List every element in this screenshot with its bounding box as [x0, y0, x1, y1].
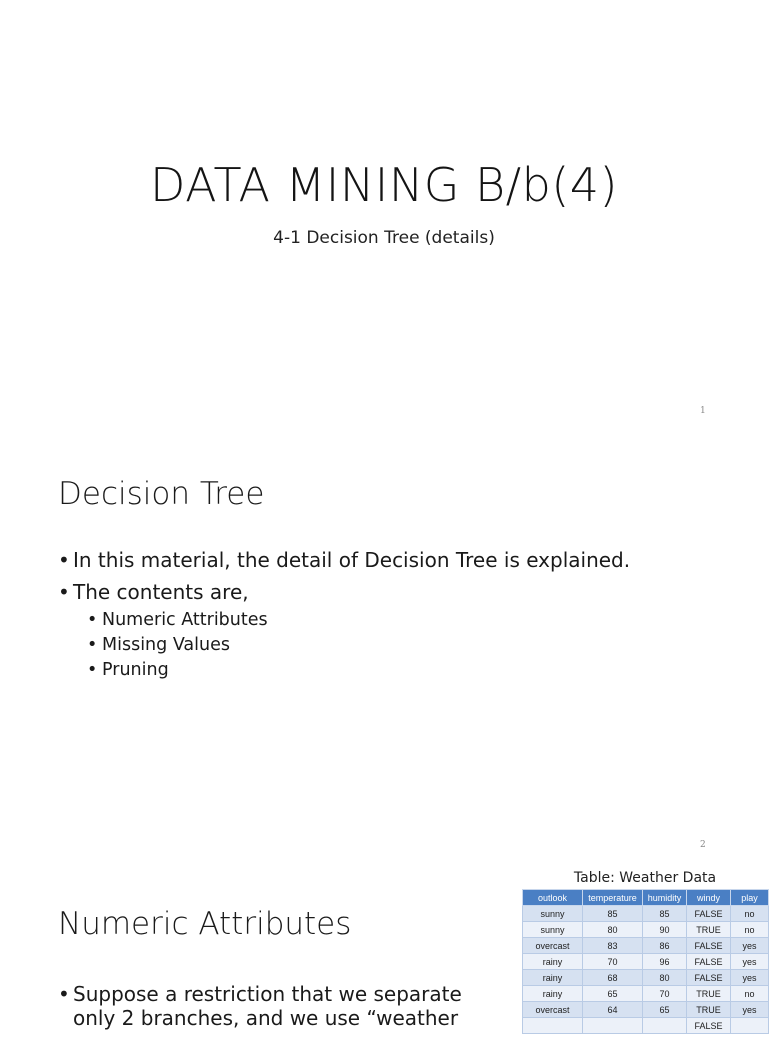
table-cell: FALSE	[687, 1018, 731, 1034]
table-cell: no	[731, 906, 769, 922]
presentation-subtitle: 4-1 Decision Tree (details)	[273, 228, 495, 248]
table-cell: TRUE	[687, 1002, 731, 1018]
table-cell: 70	[583, 954, 643, 970]
table-cell: yes	[731, 938, 769, 954]
bullet-list	[58, 982, 488, 1038]
table-cell: FALSE	[687, 906, 731, 922]
table-cell: rainy	[523, 954, 583, 970]
bullet-item: • Suppose a restriction that we separate only 2 branches, and we use “weather	[58, 982, 488, 1030]
table-cell: 80	[643, 970, 687, 986]
table-row	[523, 986, 769, 1002]
table-cell: overcast	[523, 1002, 583, 1018]
table-row	[523, 922, 769, 938]
table-cell: 90	[643, 922, 687, 938]
table-cell	[583, 1018, 643, 1034]
column-header: temperature	[583, 890, 643, 906]
bullet-text: The contents are,	[73, 580, 249, 604]
table-cell	[523, 1018, 583, 1034]
sub-bullet-item: • Pruning	[87, 658, 630, 683]
table-row	[523, 954, 769, 970]
table-cell: sunny	[523, 922, 583, 938]
table-cell: 65	[583, 986, 643, 1002]
table-cell: yes	[731, 1002, 769, 1018]
weather-data-table	[522, 889, 769, 1034]
table-cell: sunny	[523, 906, 583, 922]
bullet-list	[58, 548, 630, 691]
table-cell: 68	[583, 970, 643, 986]
table-cell: FALSE	[687, 938, 731, 954]
table-cell: rainy	[523, 970, 583, 986]
table-cell: 64	[583, 1002, 643, 1018]
table-cell: 70	[643, 986, 687, 1002]
table-cell	[643, 1018, 687, 1034]
table-cell: 96	[643, 954, 687, 970]
table-cell: 83	[583, 938, 643, 954]
table-caption: Table: Weather Data	[573, 870, 717, 886]
sub-bullet-item: • Missing Values	[87, 633, 630, 658]
title-slide	[0, 0, 768, 432]
table-cell: TRUE	[687, 922, 731, 938]
sub-bullet-item: • Numeric Attributes	[87, 608, 630, 633]
table-row	[523, 970, 769, 986]
table-cell: FALSE	[687, 954, 731, 970]
table-cell: yes	[731, 954, 769, 970]
sub-bullet-list	[87, 608, 630, 683]
table-header-row	[523, 890, 769, 906]
table-cell: 80	[583, 922, 643, 938]
slide-heading: Decision Tree	[58, 476, 265, 512]
presentation-title: DATA MINING B/b(4)	[149, 158, 618, 212]
table-row	[523, 906, 769, 922]
column-header: humidity	[643, 890, 687, 906]
table-cell: TRUE	[687, 986, 731, 1002]
table-row	[523, 1018, 769, 1034]
numeric-attributes-slide	[0, 864, 768, 1031]
table-cell: no	[731, 922, 769, 938]
bullet-item	[58, 580, 630, 683]
table-cell: 86	[643, 938, 687, 954]
table-cell: overcast	[523, 938, 583, 954]
table-cell: yes	[731, 970, 769, 986]
table-row	[523, 938, 769, 954]
decision-tree-slide	[0, 432, 768, 864]
page-number: 1	[700, 406, 706, 416]
table-cell: 85	[583, 906, 643, 922]
table-cell	[731, 1018, 769, 1034]
page-number: 2	[700, 840, 706, 850]
bullet-item: • In this material, the detail of Decision Tree is explained.	[58, 548, 630, 572]
slide-heading: Numeric Attributes	[58, 906, 352, 942]
table-cell: 65	[643, 1002, 687, 1018]
table-cell: no	[731, 986, 769, 1002]
table-cell: FALSE	[687, 970, 731, 986]
table-cell: 85	[643, 906, 687, 922]
column-header: outlook	[523, 890, 583, 906]
table-cell: rainy	[523, 986, 583, 1002]
column-header: play	[731, 890, 769, 906]
column-header: windy	[687, 890, 731, 906]
table-row	[523, 1002, 769, 1018]
